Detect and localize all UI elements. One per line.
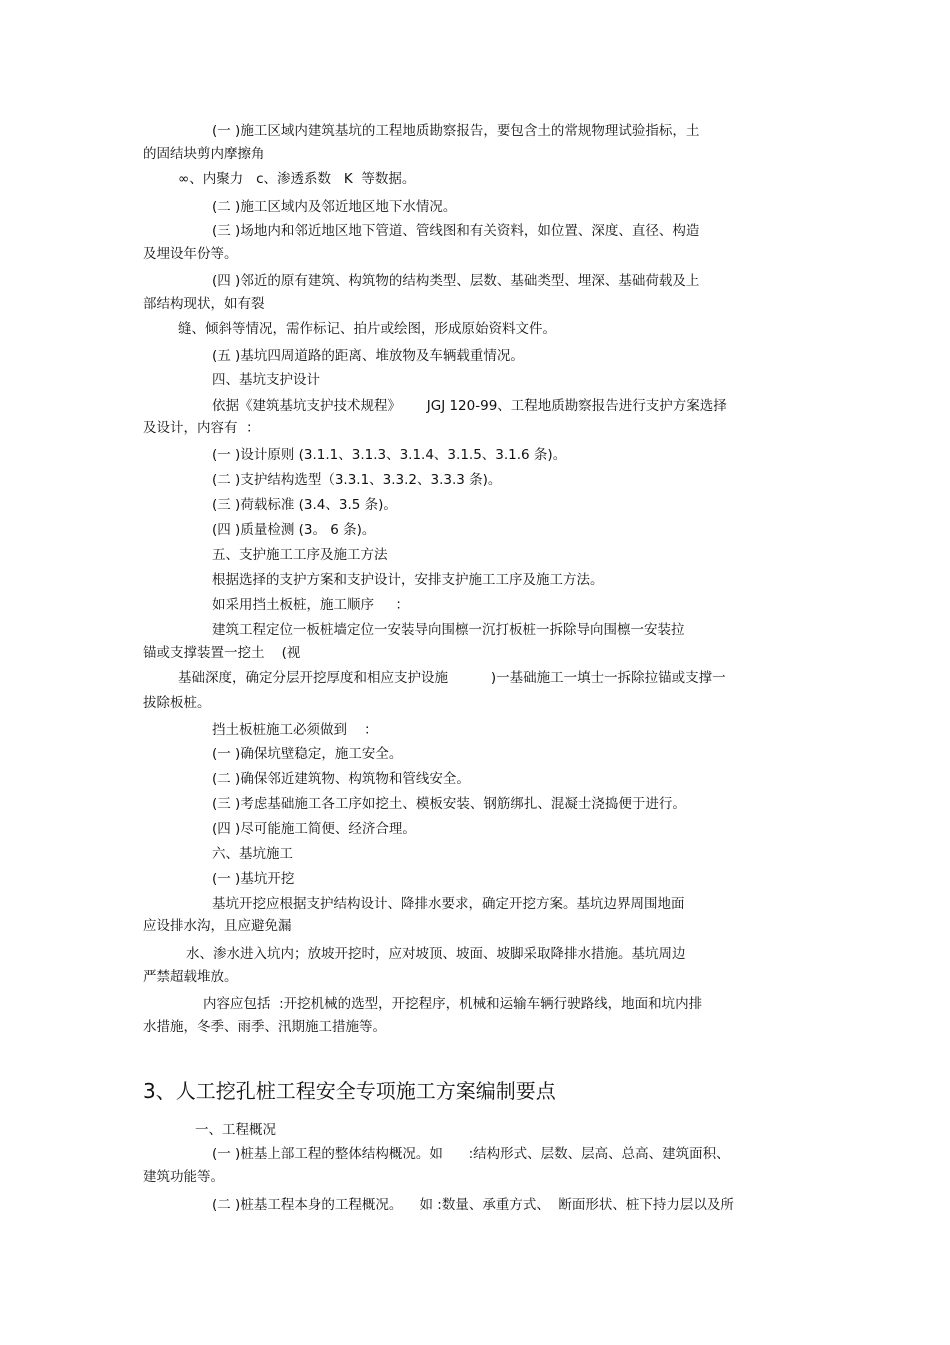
text-line: (一 )确保坑壁稳定，施工安全。 — [212, 746, 403, 762]
text-line: 及埋设年份等。 — [143, 246, 238, 262]
text-line: (一 )桩基上部工程的整体结构概况。如 :结构形式、层数、层高、总高、建筑面积、 — [212, 1146, 730, 1162]
text-line: (一 )施工区域内建筑基坑的工程地质勘察报告，要包含土的常规物理试验指标，土 — [212, 123, 700, 139]
text-line: (四 )尽可能施工简便、经济合理。 — [212, 821, 416, 837]
text-line: 基坑开挖应根据支护结构设计、降排水要求，确定开挖方案。基坑边界周围地面 — [212, 896, 685, 912]
text-line: 挡土板桩施工必须做到 ： — [212, 722, 378, 738]
text-line: 水、渗水进入坑内；放坡开挖时，应对坡顶、坡面、坡脚采取降排水措施。基坑周边 — [186, 946, 686, 962]
text-line: 部结构现状，如有裂 — [143, 296, 265, 312]
text-line: 严禁超载堆放。 — [143, 969, 238, 985]
text-line: (二 )桩基工程本身的工程概况。 如 :数量、承重方式、 断面形状、桩下持力层以及所 — [212, 1197, 734, 1213]
section-heading: 3、人工挖孔桩工程安全专项施工方案编制要点 — [143, 1079, 556, 1103]
text-line: 依据《建筑基坑支护技术规程》 JGJ 120-99、工程地质勘察报告进行支护方案选择 — [212, 398, 727, 414]
text-line: (二 )确保邻近建筑物、构筑物和管线安全。 — [212, 771, 470, 787]
text-line: (四 )质量检测 (3。 6 条)。 — [212, 522, 376, 538]
text-line: 如采用挡土板桩，施工顺序 ： — [212, 597, 409, 613]
text-line: (五 )基坑四周道路的距离、堆放物及车辆载重情况。 — [212, 348, 524, 364]
text-line: 基础深度，确定分层开挖厚度和相应支护设施 )一基础施工一填士一拆除拉锚或支撑一 — [178, 670, 726, 686]
text-line: (三 )荷载标准 (3.4、3.5 条)。 — [212, 497, 397, 513]
text-line: 锚或支撑装置一挖土 (视 — [143, 645, 301, 661]
text-line: ∞、内聚力 c、渗透系数 K 等数据。 — [178, 171, 416, 187]
text-line: (二 )施工区域内及邻近地区地下水情况。 — [212, 199, 457, 215]
text-line: 建筑功能等。 — [143, 1169, 224, 1185]
text-line: 拔除板桩。 — [143, 695, 211, 711]
section-subheading: 一、工程概况 — [195, 1122, 276, 1138]
text-line: 的固结块剪内摩擦角 — [143, 146, 265, 162]
text-line: (一 )基坑开挖 — [212, 871, 295, 887]
text-line: 缝、倾斜等情况，需作标记、拍片或绘图，形成原始资料文件。 — [178, 321, 556, 337]
text-line: (四 )邻近的原有建筑、构筑物的结构类型、层数、基础类型、埋深、基础荷载及上 — [212, 273, 700, 289]
text-line: (三 )场地内和邻近地区地下管道、管线图和有关资料，如位置、深度、直径、构造 — [212, 223, 700, 239]
section-subheading: 四、基坑支护设计 — [212, 372, 320, 388]
text-line: 建筑工程定位一板桩墙定位一安装导向围檩一沉打板桩一拆除导向围檩一安装拉 — [212, 622, 685, 638]
text-line: 内容应包括 :开挖机械的选型，开挖程序，机械和运输车辆行驶路线，地面和坑内排 — [203, 996, 703, 1012]
text-line: 应设排水沟，且应避免漏 — [143, 918, 292, 934]
text-line: 根据选择的支护方案和支护设计，安排支护施工工序及施工方法。 — [212, 572, 604, 588]
text-line: (一 )设计原则 (3.1.1、3.1.3、3.1.4、3.1.5、3.1.6 条)。 — [212, 447, 567, 463]
text-line: 及设计，内容有 ： — [143, 420, 260, 436]
text-line: (三 )考虑基础施工各工序如挖土、模板安装、钢筋绑扎、混凝士浇捣便于进行。 — [212, 796, 686, 812]
text-line: (二 )支护结构选型（3.3.1、3.3.2、3.3.3 条)。 — [212, 472, 502, 488]
section-subheading: 五、支护施工工序及施工方法 — [212, 547, 388, 563]
text-line: 水措施，冬季、雨季、汛期施工措施等。 — [143, 1019, 386, 1035]
section-subheading: 六、基坑施工 — [212, 846, 293, 862]
